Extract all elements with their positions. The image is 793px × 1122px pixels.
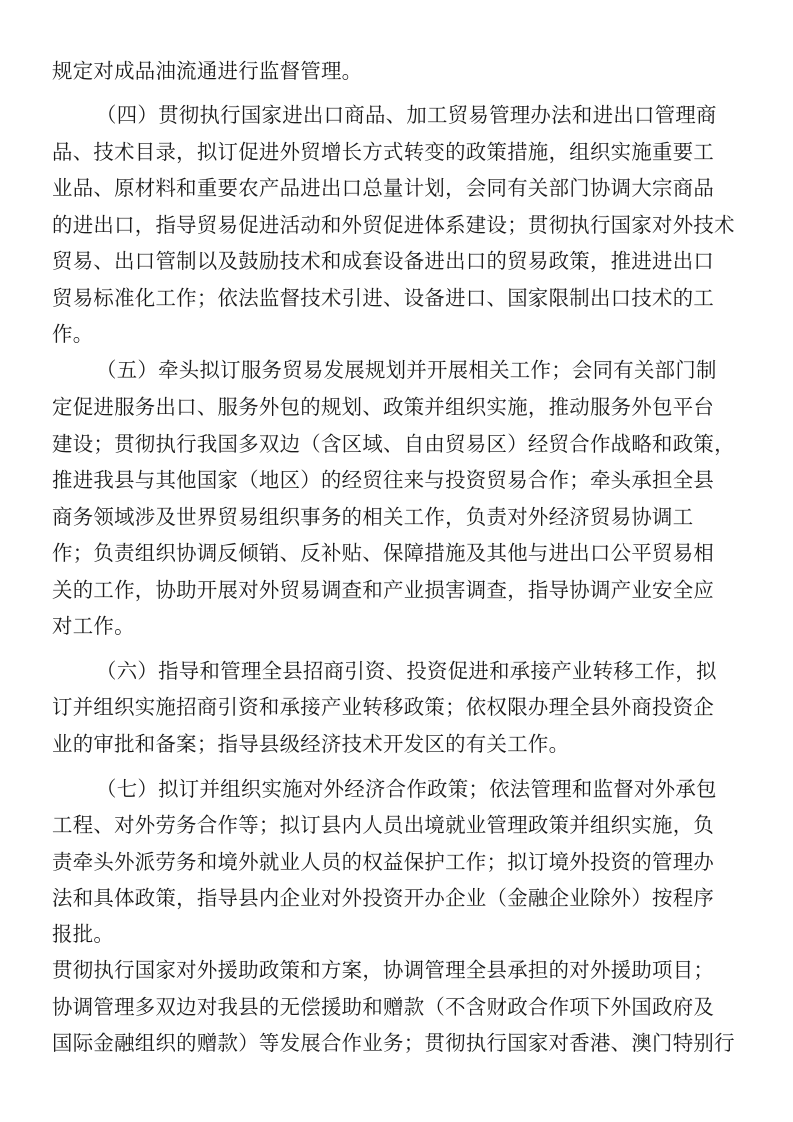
paragraph-line: 关的工作，协助开展对外贸易调查和产业损害调查，指导协调产业安全应 xyxy=(52,578,715,602)
paragraph-line: 作。 xyxy=(52,322,94,346)
paragraph-line: （六）指导和管理全县招商引资、投资促进和承接产业转移工作，拟 xyxy=(96,659,717,683)
paragraph-line: 报批。 xyxy=(52,922,115,946)
paragraph-line: 推进我县与其他国家（地区）的经贸往来与投资贸易合作；牵头承担全县 xyxy=(52,468,715,492)
paragraph-line: （四）贯彻执行国家进出口商品、加工贸易管理办法和进出口管理商 xyxy=(96,103,717,127)
paragraph-line: （七）拟订并组织实施对外经济合作政策；依法管理和监督对外承包 xyxy=(96,777,717,801)
paragraph-line: 作；负责组织协调反倾销、反补贴、保障措施及其他与进出口公平贸易相 xyxy=(52,541,715,565)
paragraph-line: 贯彻执行国家对外援助政策和方案，协调管理全县承担的对外援助项目； xyxy=(52,958,715,982)
paragraph-line: 工程、对外劳务合作等；拟订县内人员出境就业管理政策并组织实施，负 xyxy=(52,813,715,837)
paragraph-line: 商务领域涉及世界贸易组织事务的相关工作，负责对外经济贸易协调工 xyxy=(52,505,694,529)
paragraph-line: 品、技术目录，拟订促进外贸增长方式转变的政策措施，组织实施重要工 xyxy=(52,140,715,164)
paragraph-line: 业的审批和备案；指导县级经济技术开发区的有关工作。 xyxy=(52,732,570,756)
paragraph-line: （五）牵头拟订服务贸易发展规划并开展相关工作；会同有关部门制 xyxy=(96,358,717,382)
paragraph-line: 法和具体政策，指导县内企业对外投资开办企业（金融企业除外）按程序 xyxy=(52,886,715,910)
paragraph-line: 业品、原材料和重要农产品进出口总量计划，会同有关部门协调大宗商品 xyxy=(52,176,715,200)
paragraph-line: 贸易、出口管制以及鼓励技术和成套设备进出口的贸易政策，推进进出口 xyxy=(52,249,715,273)
paragraph-line: 定促进服务出口、服务外包的规划、政策并组织实施，推动服务外包平台 xyxy=(52,395,715,419)
paragraph-line: 贸易标准化工作；依法监督技术引进、设备进口、国家限制出口技术的工 xyxy=(52,286,715,310)
paragraph-line: 对工作。 xyxy=(52,614,135,638)
paragraph-line: 建设；贯彻执行我国多双边（含区域、自由贸易区）经贸合作战略和政策， xyxy=(52,432,735,456)
paragraph-line: 的进出口，指导贸易促进活动和外贸促进体系建设；贯彻执行国家对外技术 xyxy=(52,213,735,237)
paragraph-line: 规定对成品油流通进行监督管理。 xyxy=(52,59,363,83)
paragraph-line: 协调管理多双边对我县的无偿援助和赠款（不含财政合作项下外国政府及 xyxy=(52,995,715,1019)
paragraph-line: 订并组织实施招商引资和承接产业转移政策；依权限办理全县外商投资企 xyxy=(52,695,715,719)
paragraph-line: 国际金融组织的赠款）等发展合作业务；贯彻执行国家对香港、澳门特别行 xyxy=(52,1031,735,1055)
paragraph-line: 责牵头外派劳务和境外就业人员的权益保护工作；拟订境外投资的管理办 xyxy=(52,850,715,874)
